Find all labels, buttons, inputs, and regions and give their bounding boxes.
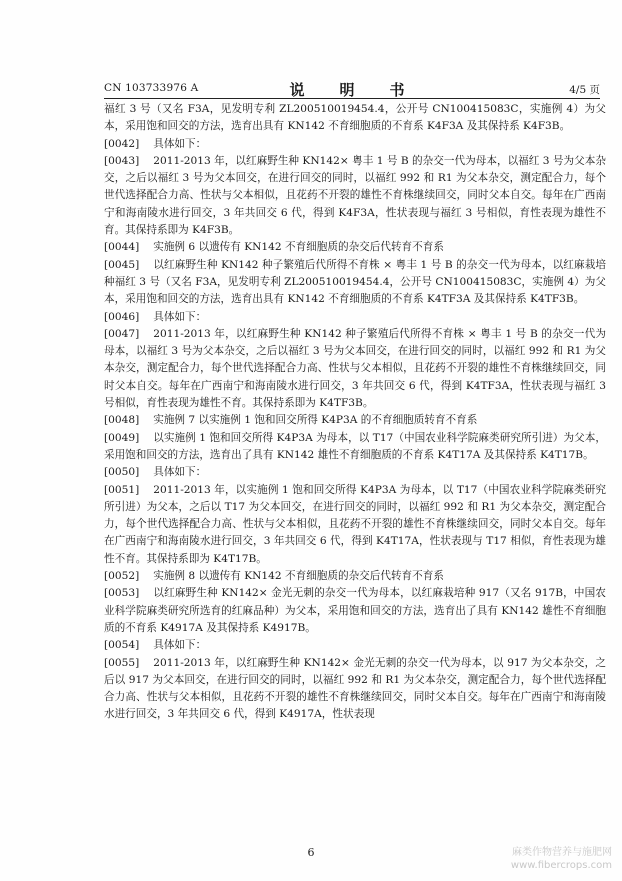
document-title: 说 明 书 xyxy=(289,81,415,99)
page-reference: 4/5 页 xyxy=(569,84,600,96)
paragraph-number: [0051] xyxy=(104,483,140,496)
paragraph-text: 具体如下： xyxy=(153,137,207,150)
paragraph xyxy=(104,430,606,465)
paragraph-number: [0044] xyxy=(104,241,140,254)
paragraph-number: [0043] xyxy=(104,154,140,167)
paragraph-text: 2011-2013 年，以红麻野生种 KN142× 金光无刺的杂交一代为母本，以 917 为父本杂交，之后以 917 为父本回交，在进行回交的同时，以福红 992 和 R1 为父本杂交，测定配合力，每个世代选择配合力高、性状与父本相似，且花药不开裂的雄性不育株继续回交，同时父本自交。每年在广西南宁和海南陵水进行回交，3 年共回交 6 代，得到 K4917A，性状表现 xyxy=(104,656,606,721)
paragraph xyxy=(104,239,606,256)
paragraph-text: 实施例 8 以遗传有 KN142 不育细胞质的杂交后代转育不育系 xyxy=(153,570,444,583)
paragraph-text: 具体如下： xyxy=(153,466,207,479)
paragraph-text: 福红 3 号（又名 F3A，见发明专利 ZL200510019454.4，公开号 CN100415083C，实施例 4）为父本，采用饱和回交的方法，选育出具有 KN142 不育细胞质的不育系 K4F3A 及其保持系 K4F3B。 xyxy=(104,103,606,133)
paragraph xyxy=(104,412,606,429)
paragraph-number: [0046] xyxy=(104,310,140,323)
paragraph-text: 2011-2013 年，以实施例 1 饱和回交所得 K4P3A 为母本，以 T17（中国农业科学院麻类研究所引进）为父本，之后以 T17 为父本回交，在进行回交的同时，以福红 992 和 R1 为父本杂交，测定配合力，每个世代选择配合力高、性状与父本相似，且花药不开裂的雄性不育株继续回交，同时父本自交。每年在广西南宁和海南陵水进行回交，3 年共回交 6 代，得到 K4T17A，性状表现与 T17 相似，育性表现为雄性不育。其保持系即为 K4T17B。 xyxy=(104,483,606,565)
paragraph-number: [0048] xyxy=(104,414,140,427)
watermark-url: www.fibercrops.com xyxy=(510,860,612,871)
watermark-title: 麻类作物营养与施肥网 xyxy=(512,847,612,858)
paragraph-number: [0050] xyxy=(104,466,140,479)
paragraph-text: 具体如下： xyxy=(153,639,207,652)
paragraph-text: 以红麻野生种 KN142 种子繁殖后代所得不育株 × 粤丰 1 号 B 的杂交一代为母本，以红麻栽培种福红 3 号（又名 F3A，见发明专利 ZL200510019454.4，公开号 CN100415083C，实施例 4）为父本，采用饱和回交的方法，选育出具有 KN142 不育细胞质的不育系 K4TF3A 及其保持系 K4TF3B。 xyxy=(104,258,606,306)
paragraph-number: [0054] xyxy=(104,639,140,652)
paragraph-text: 以实施例 1 饱和回交所得 K4P3A 为母本，以 T17（中国农业科学院麻类研究所引进）为父本，采用饱和回交的方法，选育出了具有 KN142 雄性不育细胞质的不育系 K4T17A 及其保持系 K4T17B。 xyxy=(104,431,606,461)
paragraph-text: 2011-2013 年，以红麻野生种 KN142 种子繁殖后代所得不育株 × 粤丰 1 号 B 的杂交一代为母本，以福红 3 号为父本杂交，之后以福红 3 号为父本回交，在进行回交的同时，以福红 992 和 R1 为父本杂交，测定配合力，每个世代选择配合力高、性状与父本相似，且花药不开裂的雄性不育株继续回交，同时父本自交。每年在广西南宁和海南陵水进行回交，3 年共回交 6 代，得到 K4TF3A，性状表现与福红 3 号相似，育性表现为雄性不育。其保持系即为 K4TF3B。 xyxy=(104,327,606,410)
paragraph-number: [0049] xyxy=(104,431,140,444)
paragraph-text: 实施例 7 以实施例 1 饱和回交所得 K4P3A 的不育细胞质转育不育系 xyxy=(153,414,478,427)
paragraph xyxy=(104,257,606,309)
paragraph xyxy=(104,655,606,724)
site-watermark xyxy=(511,846,612,872)
paragraph xyxy=(104,326,606,412)
paragraph-number: [0055] xyxy=(104,656,140,669)
paragraph xyxy=(104,136,606,153)
paragraph xyxy=(104,482,606,568)
paragraph-number: [0042] xyxy=(104,137,140,150)
paragraph-text: 以红麻野生种 KN142× 金光无刺的杂交一代为母本，以红麻栽培种 917（又名 917B，中国农业科学院麻类研究所选育的红麻品种）为父本，采用饱和回交的方法，选育出了具有 KN142 雄性不育细胞质的不育系 K4917A 及其保持系 K4917B。 xyxy=(104,587,606,634)
paragraph xyxy=(104,153,606,239)
paragraph xyxy=(104,309,606,326)
header-divider xyxy=(104,98,600,99)
page-header xyxy=(104,79,600,99)
paragraph-text: 实施例 6 以遗传有 KN142 不育细胞质的杂交后代转育不育系 xyxy=(153,241,444,254)
paragraph-number: [0053] xyxy=(104,587,140,600)
paragraph-text: 具体如下： xyxy=(153,310,207,323)
paragraph xyxy=(104,101,606,136)
paragraph xyxy=(104,585,606,637)
paragraph xyxy=(104,637,606,654)
paragraph xyxy=(104,464,606,481)
patent-number: CN 103733976 A xyxy=(104,82,199,94)
paragraph xyxy=(104,568,606,585)
paragraph-text: 2011-2013 年，以红麻野生种 KN142× 粤丰 1 号 B 的杂交一代为母本，以福红 3 号为父本杂交，之后以福红 3 号为父本回交，在进行回交的同时，以福红 992 和 R1 为父本杂交，测定配合力，每个世代选择配合力高、性状与父本相似，且花药不开裂的雄性不育株继续回交，同时父本自交。每年在广西南宁和海南陵水进行回交，3 年共回交 6 代，得到 K4F3A，性状表现与福红 3 号相似，育性表现为雄性不育。其保持系即为 K4F3B。 xyxy=(104,154,606,237)
paragraph-number: [0045] xyxy=(104,258,140,271)
document-body xyxy=(104,101,606,724)
paragraph-number: [0047] xyxy=(104,327,140,340)
paragraph-number: [0052] xyxy=(104,570,140,583)
page-number: 6 xyxy=(307,846,315,859)
